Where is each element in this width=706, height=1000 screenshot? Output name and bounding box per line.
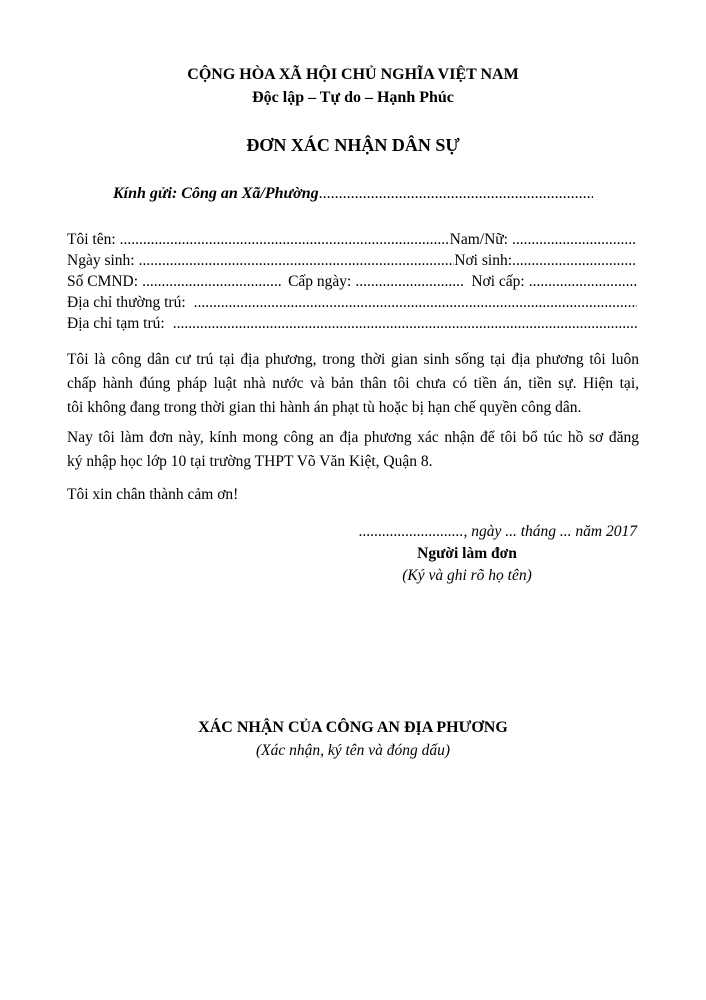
confirmation-title: XÁC NHẬN CỦA CÔNG AN ĐỊA PHƯƠNG	[198, 719, 508, 736]
id-number-label: Số CMND:	[67, 273, 139, 290]
birth-date-label: Ngày sinh:	[67, 252, 135, 269]
birth-date-blank	[135, 252, 455, 270]
id-row	[67, 273, 637, 293]
statement-paragraph	[67, 348, 639, 420]
birth-row	[67, 252, 637, 272]
paragraph-line: tôi không đang trong thời gian thi hành án phạt tù hoặc bị hạn chế quyền công dân.	[67, 399, 582, 416]
recipient-line	[113, 185, 593, 205]
paragraph-line: ký nhập học lớp 10 tại trường THPT Võ Văn Kiệt, Quận 8.	[67, 453, 433, 470]
temporary-address-blank	[165, 315, 637, 333]
confirmation-instruction: (Xác nhận, ký tên và đóng dấu)	[255, 742, 451, 759]
permanent-address-blank	[186, 294, 637, 312]
document-title: ĐƠN XÁC NHẬN DÂN SỰ	[246, 135, 460, 155]
signer-instruction: (Ký và ghi rõ họ tên)	[402, 567, 532, 584]
paragraph-line: chấp hành đúng pháp luật nhà nước và bản thân tôi chưa có tiền án, tiền sự. Hiện tại,	[67, 375, 639, 392]
name-label: Tôi tên:	[67, 231, 116, 248]
signer-title: Người làm đơn	[417, 545, 517, 562]
paragraph-line: Tôi là công dân cư trú tại địa phương, trong thời gian sinh sống tại địa phương tôi luôn	[67, 351, 639, 368]
birth-place-label: Nơi sinh:	[454, 252, 512, 269]
recipient-label: Kính gửi: Công an Xã/Phường	[113, 185, 319, 202]
permanent-address-row	[67, 294, 637, 314]
signature-date-line: ..........................., ngày ... tháng ... năm 2017	[358, 523, 637, 540]
issue-place-label: Nơi cấp:	[471, 273, 525, 290]
nation-heading: CỘNG HÒA XÃ HỘI CHỦ NGHĨA VIỆT NAM	[187, 66, 519, 83]
name-row	[67, 231, 637, 251]
birth-place-blank	[512, 252, 637, 270]
id-number-blank	[138, 273, 282, 291]
permanent-address-label: Địa chỉ thường trú:	[67, 294, 186, 311]
gender-label: Nam/Nữ:	[449, 231, 508, 248]
issue-place-blank	[525, 273, 637, 291]
motto-heading: Độc lập – Tự do – Hạnh Phúc	[252, 89, 454, 106]
recipient-blank	[319, 185, 593, 203]
name-blank	[116, 231, 450, 249]
paragraph-line: Nay tôi làm đơn này, kính mong công an địa phương xác nhận để tôi bổ túc hồ sơ đăng	[67, 429, 639, 446]
thanks-line: Tôi xin chân thành cảm ơn!	[67, 486, 239, 503]
temporary-address-row	[67, 315, 637, 335]
issue-date-blank	[351, 273, 465, 291]
request-paragraph	[67, 426, 639, 474]
gender-blank	[508, 231, 637, 249]
temporary-address-label: Địa chỉ tạm trú:	[67, 315, 165, 332]
issue-date-label: Cấp ngày:	[288, 273, 352, 290]
